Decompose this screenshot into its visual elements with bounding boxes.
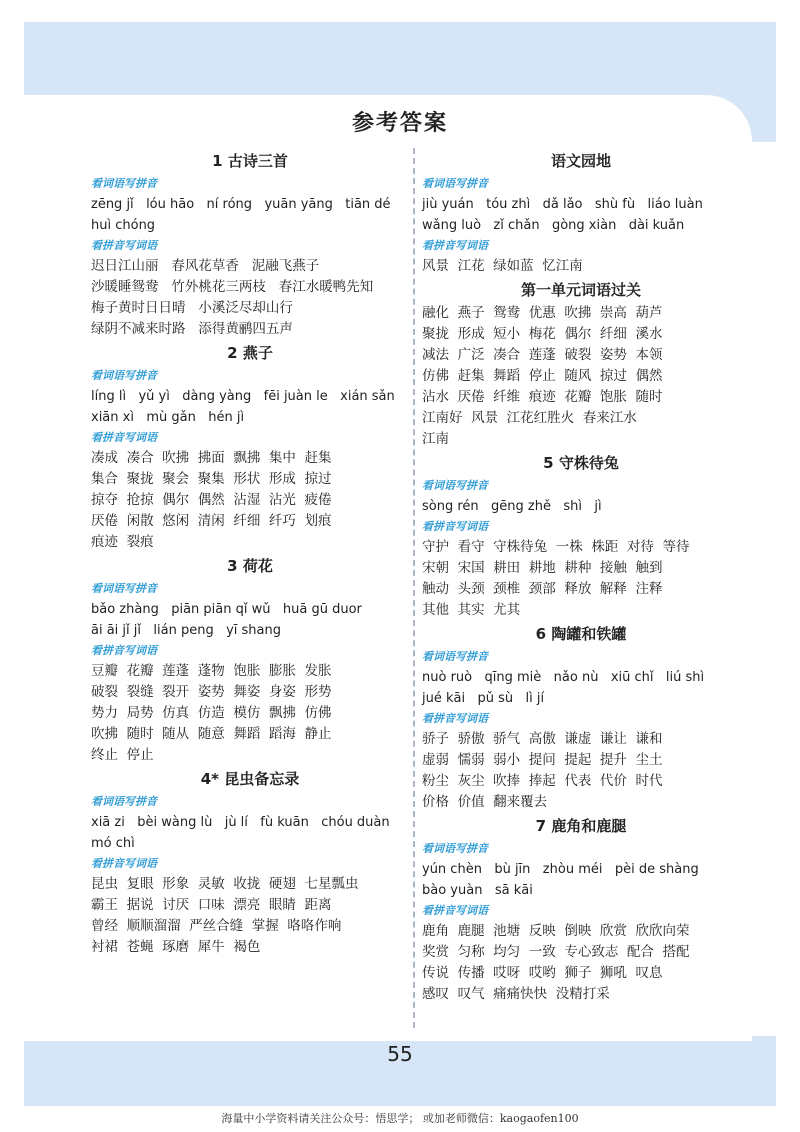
pinyin-line: huì chóng — [91, 218, 156, 233]
word-line: 感叹 叹气 痛痛快快 没精打采 — [422, 986, 610, 1002]
column-divider — [413, 148, 415, 1028]
word-line: 昆虫 复眼 形象 灵敏 收拢 硬翅 七星瓢虫 — [91, 876, 359, 892]
word-line: 虚弱 懦弱 弱小 提问 提起 提升 尘土 — [422, 752, 663, 768]
section-heading: 6 陶罐和铁罐 — [535, 625, 627, 643]
word-line: 集合 聚拢 聚会 聚集 形状 形成 掠过 — [91, 471, 332, 487]
word-line: 粉尘 灰尘 吹捧 捧起 代表 代价 时代 — [422, 773, 663, 789]
pinyin-line: wǎng luò zǐ chǎn gòng xiàn dài kuǎn — [422, 218, 685, 233]
section-heading: 语文园地 — [550, 152, 611, 170]
word-line: 破裂 裂缝 裂开 姿势 舞姿 身姿 形势 — [91, 684, 332, 700]
word-line: 江南好 风景 江花红胜火 春来江水 — [422, 410, 637, 426]
pinyin-line: yún chèn bù jīn zhòu méi pèi de shàng — [422, 862, 699, 877]
section-heading: 第一单元词语过关 — [520, 281, 641, 299]
exercise-label: 看拼音写词语 — [91, 431, 157, 444]
section-heading: 4* 昆虫备忘录 — [200, 770, 300, 788]
word-line: 骄子 骄傲 骄气 高傲 谦虚 谦让 谦和 — [422, 731, 663, 747]
word-line: 厌倦 闲散 悠闲 清闲 纤细 纤巧 划痕 — [91, 513, 332, 529]
word-line: 传说 传播 哎呀 哎哟 狮子 狮吼 叹息 — [422, 965, 663, 981]
section-heading: 2 燕子 — [227, 344, 273, 362]
word-line: 沙暖睡鸳鸯 竹外桃花三两枝 春江水暖鸭先知 — [91, 279, 374, 295]
word-line: 融化 燕子 鸳鸯 优惠 吹拂 崇高 葫芦 — [422, 305, 663, 321]
page-number: 55 — [387, 1042, 413, 1066]
pinyin-line: bǎo zhàng piān piān qǐ wǔ huā gū duor — [91, 602, 362, 617]
exercise-label: 看词语写拼音 — [422, 479, 488, 492]
word-line: 江南 — [422, 431, 449, 447]
section-heading: 3 荷花 — [227, 557, 273, 575]
word-line: 聚拢 形成 短小 梅花 偶尔 纤细 溪水 — [422, 326, 663, 342]
word-line: 梅子黄时日日晴 小溪泛尽却山行 — [91, 300, 293, 316]
exercise-label: 看词语写拼音 — [422, 842, 488, 855]
section-heading: 5 守株待兔 — [543, 454, 619, 472]
right-column — [422, 148, 740, 1005]
exercise-label: 看拼音写词语 — [91, 644, 157, 657]
exercise-label: 看词语写拼音 — [91, 795, 157, 808]
word-line: 痕迹 裂痕 — [91, 534, 154, 550]
section-heading: 1 古诗三首 — [212, 152, 288, 170]
pinyin-line: jiù yuán tóu zhì dǎ lǎo shù fù liáo luàn — [422, 197, 703, 212]
pinyin-line: āi āi jǐ jǐ lián peng yī shang — [91, 623, 282, 638]
word-line: 减法 广泛 凑合 莲蓬 破裂 姿势 本领 — [422, 347, 663, 363]
pinyin-line: sòng rén gēng zhě shì jì — [422, 499, 602, 514]
word-line: 曾经 顺顺溜溜 严丝合缝 掌握 咯咯作响 — [91, 918, 342, 934]
pinyin-line: bào yuàn sā kāi — [422, 883, 533, 898]
pinyin-line: líng lì yǔ yì dàng yàng fēi juàn le xián sǎn — [91, 389, 395, 404]
word-line: 终止 停止 — [91, 747, 154, 763]
exercise-label: 看拼音写词语 — [422, 712, 488, 725]
word-line: 豆瓣 花瓣 莲蓬 蓬物 饱胀 膨胀 发胀 — [91, 663, 332, 679]
pinyin-line: mó chì — [91, 836, 135, 851]
pinyin-line: jué kāi pǔ sù lì jí — [422, 691, 545, 706]
exercise-label: 看拼音写词语 — [422, 520, 488, 533]
word-line: 鹿角 鹿腿 池塘 反映 倒映 欣赏 欣欣向荣 — [422, 923, 690, 939]
word-line: 奖赏 匀称 均匀 一致 专心致志 配合 搭配 — [422, 944, 690, 960]
word-line: 触动 头颈 颈椎 颈部 释放 解释 注释 — [422, 581, 663, 597]
exercise-label: 看词语写拼音 — [422, 650, 488, 663]
left-column — [91, 148, 409, 958]
word-line: 仿佛 赶集 舞蹈 停止 随风 掠过 偶然 — [422, 368, 663, 384]
exercise-label: 看词语写拼音 — [91, 177, 157, 190]
word-line: 守护 看守 守株待兔 一株 株距 对待 等待 — [422, 539, 690, 555]
pinyin-line: nuò ruò qīng miè nǎo nù xiū chǐ liú shì — [422, 670, 705, 685]
word-line: 风景 江花 绿如蓝 忆江南 — [422, 258, 583, 274]
page-title: 参考答案 — [351, 110, 448, 136]
pinyin-line: xiā zi bèi wàng lù jù lí fù kuān chóu duàn — [91, 815, 390, 830]
exercise-label: 看词语写拼音 — [422, 177, 488, 190]
word-line: 霸王 据说 讨厌 口味 漂亮 眼睛 距离 — [91, 897, 332, 913]
word-line: 绿阴不减来时路 添得黄鹂四五声 — [91, 321, 293, 337]
pinyin-line: zēng jǐ lóu hāo ní róng yuān yāng tiān dé — [91, 197, 391, 212]
exercise-label: 看词语写拼音 — [91, 369, 157, 382]
exercise-label: 看拼音写词语 — [422, 904, 488, 917]
word-line: 吹拂 随时 随从 随意 舞蹈 蹈海 静止 — [91, 726, 332, 742]
exercise-label: 看拼音写词语 — [422, 239, 488, 252]
word-line: 迟日江山丽 春风花草香 泥融飞燕子 — [91, 258, 320, 274]
footer-note: 海量中小学资料请关注公众号：悟思学； 或加老师微信：kaogaofen100 — [221, 1112, 579, 1125]
word-line: 沾水 厌倦 纤维 痕迹 花瓣 饱胀 随时 — [422, 389, 663, 405]
pinyin-line: xiān xì mù gǎn hén jì — [91, 410, 245, 425]
exercise-label: 看拼音写词语 — [91, 857, 157, 870]
word-line: 衬裙 苍蝇 琢磨 犀牛 褐色 — [91, 939, 261, 955]
word-line: 其他 其实 尤其 — [422, 602, 521, 618]
section-heading: 7 鹿角和鹿腿 — [535, 817, 627, 835]
word-line: 价格 价值 翻来覆去 — [422, 794, 548, 810]
word-line: 宋朝 宋国 耕田 耕地 耕种 接触 触到 — [422, 560, 663, 576]
exercise-label: 看词语写拼音 — [91, 582, 157, 595]
word-line: 凑成 凑合 吹拂 拂面 飘拂 集中 赶集 — [91, 450, 332, 466]
word-line: 掠夺 抢掠 偶尔 偶然 沾湿 沾光 疲倦 — [91, 492, 332, 508]
exercise-label: 看拼音写词语 — [91, 239, 157, 252]
word-line: 势力 局势 仿真 仿造 模仿 飘拂 仿佛 — [91, 705, 332, 721]
